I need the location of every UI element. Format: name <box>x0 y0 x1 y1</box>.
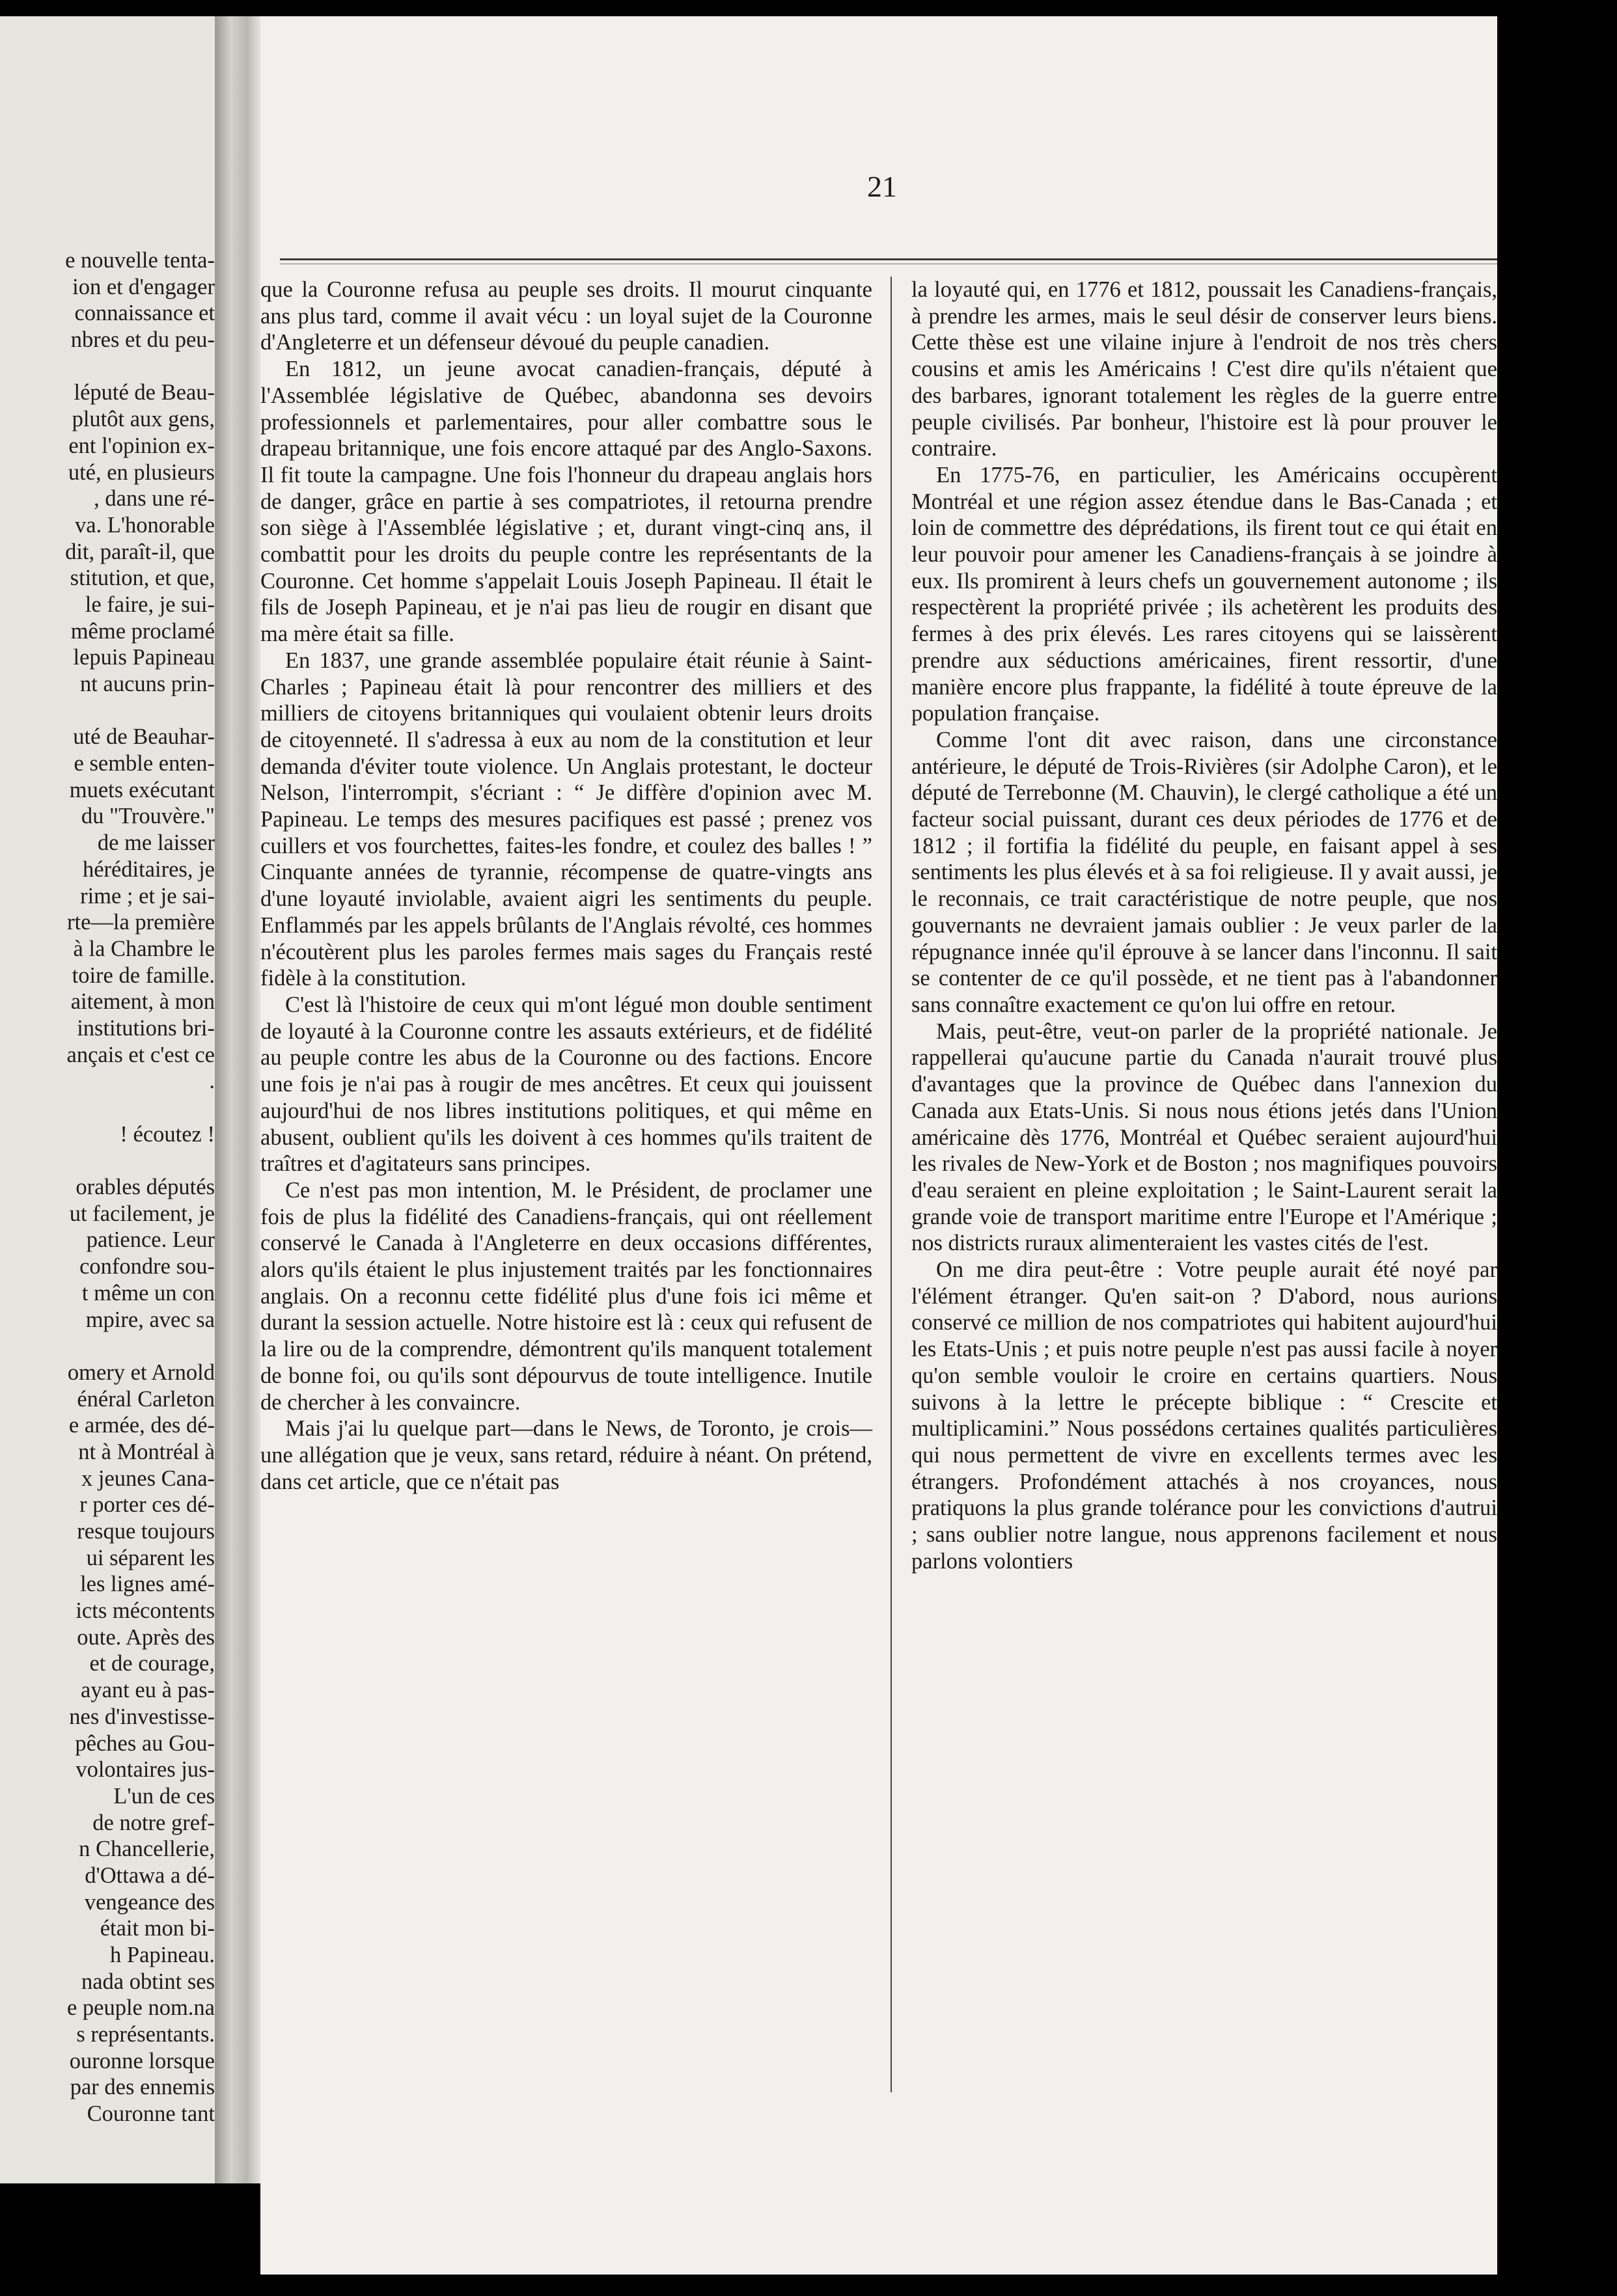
left-page-line: e semble enten- <box>74 751 215 776</box>
text-column-left <box>260 277 872 1495</box>
page-number: 21 <box>867 170 897 203</box>
left-page-line: d'Ottawa a dé- <box>85 1863 215 1888</box>
left-page-line: ent l'opinion ex- <box>68 433 215 458</box>
right-page <box>260 16 1497 2275</box>
left-page-line: oute. Après des <box>77 1624 215 1650</box>
left-page-line: rte—la première <box>67 910 215 935</box>
left-page-line: stitution, et que, <box>70 566 215 591</box>
left-page-line: Couronne tant <box>87 2101 215 2127</box>
left-page-line: r porter ces dé- <box>79 1492 215 1518</box>
left-page-line: énéral Carleton <box>77 1386 215 1412</box>
header-rule <box>280 258 1497 260</box>
left-page-line: ! écoutez ! <box>120 1121 215 1147</box>
left-page-line: connaissance et <box>74 301 215 326</box>
left-page-line: s représentants. <box>76 2022 215 2047</box>
left-page-line <box>0 1147 215 1174</box>
left-page-line: x jeunes Cana- <box>81 1466 215 1491</box>
left-page-line: aitement, à mon <box>70 989 215 1015</box>
left-page-line: ion et d'engager <box>72 274 215 299</box>
left-page-line <box>0 353 215 380</box>
left-page-line: de me laisser <box>97 830 215 856</box>
paragraph: C'est là l'histoire de ceux qui m'ont légué mon double sentiment de loyauté à la Couronne contre les assauts extérieurs, et de fidélité au peuple contre les abus de la Couronne ou des factions. Encore une fois je n'ai pas à rougir de mes ancêtres. Et ceux qui jouissent aujourd'hui de nos libres institutions politiques, et qui même en abusent, oublient qu'ils les doivent à ces hommes qu'ils traitent de traîtres et d'agitateurs sans principes. <box>260 992 872 1177</box>
left-page-line: ut facilement, je <box>69 1201 215 1226</box>
left-page-line: . <box>209 1069 215 1094</box>
left-page-line: mpire, avec sa <box>85 1307 215 1332</box>
left-page-line: nt aucuns prin- <box>80 672 215 696</box>
book-gutter <box>215 16 260 2183</box>
paragraph: En 1837, une grande assemblée populaire était réunie à Saint-Charles ; Papineau était là pour rencontrer des milliers et des milliers de citoyens britanniques qui voulaient obtenir leurs droits de citoyenneté. Il s'adressa à eux au nom de la constitution et leur demanda d'éviter toute violence. Un Anglais protestant, le docteur Nelson, l'interrompit, s'écriant : “ Je diffère d'opinion avec M. Papineau. Le temps des mesures pacifiques est passé ; prenez vos cuillers et vos fourchettes, faites-les fondre, et coulez des balles ! ” Cinquante années de tyrannie, récompense de quatre-vingts ans d'une loyauté inviolable, avaient aigri les sentiments du peuple. Enflammés par les appels brûlants de l'Anglais révolté, ces hommes n'écoutèrent plus les paroles fermes mais sages du Français resté fidèle à la constitution. <box>260 648 872 991</box>
left-page-line: resque toujours <box>77 1519 215 1544</box>
left-page-line: était mon bi- <box>100 1916 215 1941</box>
left-page-line: t même un con <box>81 1280 215 1305</box>
left-page-line: uté de Beauhar- <box>73 724 215 750</box>
left-page-line: nbres et du peu- <box>70 327 215 353</box>
left-page-line: et de courage, <box>89 1651 215 1676</box>
paragraph: Mais j'ai lu quelque part—dans le News, de Toronto, je crois—une allégation que je veux, sans retard, réduire à néant. On prétend, dans cet article, que ce n'était pas <box>260 1416 872 1494</box>
left-page-line: pêches au Gou- <box>75 1730 215 1756</box>
left-page-line <box>0 1333 215 1360</box>
left-page-line: lepuis Papineau <box>73 645 215 670</box>
left-page-text-fragments <box>0 247 215 2127</box>
left-page-line: léputé de Beau- <box>74 380 215 405</box>
left-page-line: e armée, des dé- <box>68 1413 215 1438</box>
paragraph: la loyauté qui, en 1776 et 1812, poussait les Canadiens-français, à prendre les armes, mais le seul désir de conserver leurs biens. Cette thèse est une vilaine injure à l'endroit de nos très chers cousins et amis les Américains ! C'est dire qu'ils n'étaient que des barbares, ignorant totalement les règles de la guerre entre peuple civilisés. Par bonheur, l'histoire est là pour prouver le contraire. <box>911 277 1497 461</box>
left-page-line: L'un de ces <box>113 1783 215 1809</box>
paragraph: Comme l'ont dit avec raison, dans une circonstance antérieure, le député de Trois-Rivières (sir Adolphe Caron), et le député de Terrebonne (M. Chauvin), le clergé catholique a été un facteur social puissant, durant ces deux périodes de 1776 et de 1812 ; il fortifia la fidélité du peuple, en faisant appel à ses sentiments les plus élevés et à sa foi religieuse. Il y avait aussi, je le reconnais, ce trait caractéristique de notre peuple, que nos gouvernants ne devraient jamais oublier : Je veux parler de la répugnance innée qu'il éprouve à se lancer dans l'inconnu. Il sait se contenter de ce qu'il possède, et ne tient pas à l'abandonner sans connaître exactement ce qu'on lui offre en retour. <box>911 727 1497 1017</box>
left-page-line: muets exécutant <box>69 777 215 802</box>
left-page-line: omery et Arnold <box>67 1360 215 1385</box>
left-page-line: le faire, je sui- <box>85 592 215 617</box>
left-page-line: toire de famille. <box>72 963 215 988</box>
paragraph: En 1812, un jeune avocat canadien-français, député à l'Assemblée législative de Québec, abandonna ses devoirs professionnels et parlementaires, pour aller combattre sous le drapeau britannique, une fois encore attaqué par des Anglo-Saxons. Il fit toute la campagne. Une fois l'honneur du drapeau anglais hors de danger, grâce en partie à ses compatriotes, il retourna prendre son siège à l'Assemblée législative ; et, durant vingt-cinq ans, il combattit pour les droits du peuple contre les représentants de la Couronne. Cet homme s'appelait Louis Joseph Papineau. Il était le fils de Joseph Papineau, et je n'ai pas lieu de rougir en disant que ma mère était sa fille. <box>260 357 872 647</box>
left-page-line: va. L'honorable <box>74 512 215 538</box>
left-page-line: , dans une ré- <box>94 486 215 512</box>
left-page-line: ayant eu à pas- <box>81 1678 215 1703</box>
left-page-line: uté, en plusieurs <box>68 459 215 485</box>
left-page-line: dit, paraît-il, que <box>65 539 215 564</box>
left-page-line: ouronne lorsque <box>69 2048 215 2073</box>
left-page-line: e nouvelle tenta- <box>65 248 215 273</box>
left-page-line: ui séparent les <box>86 1545 215 1570</box>
left-page-line: par des ennemis <box>70 2075 215 2100</box>
paragraph: En 1775-76, en particulier, les Américains occupèrent Montréal et une région assez étendue dans le Bas-Canada ; et loin de commettre des déprédations, ils firent tout ce qui était en leur pouvoir pour amener les Canadiens-français à se joindre à eux. Ils promirent à leurs chefs un gouvernement autonome ; ils respectèrent la propriété privée ; ils achetèrent les produits des fermes à des prix élevés. Les rares citoyens qui se laissèrent prendre aux séductions américaines, firent ressortir, d'une manière encore plus frappante, la fidélité à toute épreuve de la population française. <box>911 462 1497 726</box>
left-page-line: volontaires jus- <box>76 1757 215 1783</box>
left-page-line: du "Trouvère." <box>81 804 215 829</box>
left-page-line: confondre sou- <box>79 1254 215 1279</box>
left-page-line: institutions bri- <box>77 1015 215 1041</box>
left-page-line: nt à Montréal à <box>78 1439 215 1464</box>
left-page-line: ançais et c'est ce <box>66 1042 215 1067</box>
text-column-right <box>911 277 1497 1574</box>
paragraph: On me dira peut-être : Votre peuple aurait été noyé par l'élément étranger. Qu'en sait-on ? D'abord, nous aurions conservé ce million de nos compatriotes qui habitent aujourd'hui les Etats-Unis ; et puis notre peuple n'est pas aussi facile à noyer qu'on semble vouloir le croire en certains quartiers. Nous suivons à la lettre le précepte biblique : “ Crescite et multiplicamini.” Nous possédons certaines qualités particulières qui nous permettent de vivre en excellents termes avec les étrangers. Profondément attachés à nos croyances, nous pratiquons la plus grande tolérance pour les convictions d'autrui ; sans oublier notre langue, nous apprenons facilement et nous parlons volontiers <box>911 1257 1497 1574</box>
left-page-line: plutôt aux gens, <box>72 407 215 432</box>
left-page-line: patience. Leur <box>86 1227 215 1253</box>
left-page-line: e peuple nom.na <box>66 1995 215 2021</box>
left-page-line <box>0 1095 215 1121</box>
left-page-line: n Chancellerie, <box>79 1837 215 1862</box>
left-page-line: nes d'investisse- <box>69 1704 215 1729</box>
left-page-line: à la Chambre le <box>73 936 215 961</box>
left-page-line: orables députés <box>76 1175 215 1200</box>
paragraph: que la Couronne refusa au peuple ses droits. Il mourut cinquante ans plus tard, comme il avait vécu : un loyal sujet de la Couronne d'Angleterre et un défenseur dévoué du peuple canadien. <box>260 277 872 355</box>
left-page-line: rime ; et je sai- <box>80 883 215 909</box>
left-page-line: de notre gref- <box>92 1810 215 1835</box>
left-page-line: nada obtint ses <box>81 1969 215 1994</box>
left-page-line: icts mécontents <box>76 1598 215 1624</box>
left-page-line: les lignes amé- <box>80 1572 215 1597</box>
left-page-line: vengeance des <box>84 1889 215 1915</box>
left-page-line: h Papineau. <box>110 1943 215 1967</box>
left-page-line: héréditaires, je <box>82 856 215 882</box>
paragraph: Ce n'est pas mon intention, M. le Président, de proclamer une fois de plus la fidélité des Canadiens-français, qui ont réellement conservé le Canada à l'Angleterre en deux occasions différentes, alors qu'ils étaient le plus injustement traités par les fonctionnaires anglais. On a reconnu cette fidélité plus d'une fois ici même et durant la session actuelle. Notre histoire est là : ceux qui refusent de la lire ou de la comprendre, démontrent qu'ils manquent totalement de bonne foi, ou qu'ils sont dépourvus de toute intelligence. Inutile de chercher à les convaincre. <box>260 1177 872 1415</box>
column-divider <box>891 277 892 2092</box>
left-page-edge <box>0 16 215 2183</box>
paragraph: Mais, peut-être, veut-on parler de la propriété nationale. Je rappellerai qu'aucune partie du Canada n'aurait trouvé plus d'avantages que la province de Québec dans l'annexion du Canada aux Etats-Unis. Si nous nous étions jetés dans l'Union américaine dès 1776, Montréal et Québec seraient aujourd'hui les rivales de New-York et de Boston ; nos magnifiques pouvoirs d'eau seraient en pleine exploitation ; le Saint-Laurent serait la grande voie de transport maritime entre l'Europe et l'Amérique ; nos districts ruraux alimenteraient les vastes cités de l'est. <box>911 1018 1497 1256</box>
left-page-line <box>0 698 215 724</box>
left-page-line: même proclamé <box>70 618 215 644</box>
